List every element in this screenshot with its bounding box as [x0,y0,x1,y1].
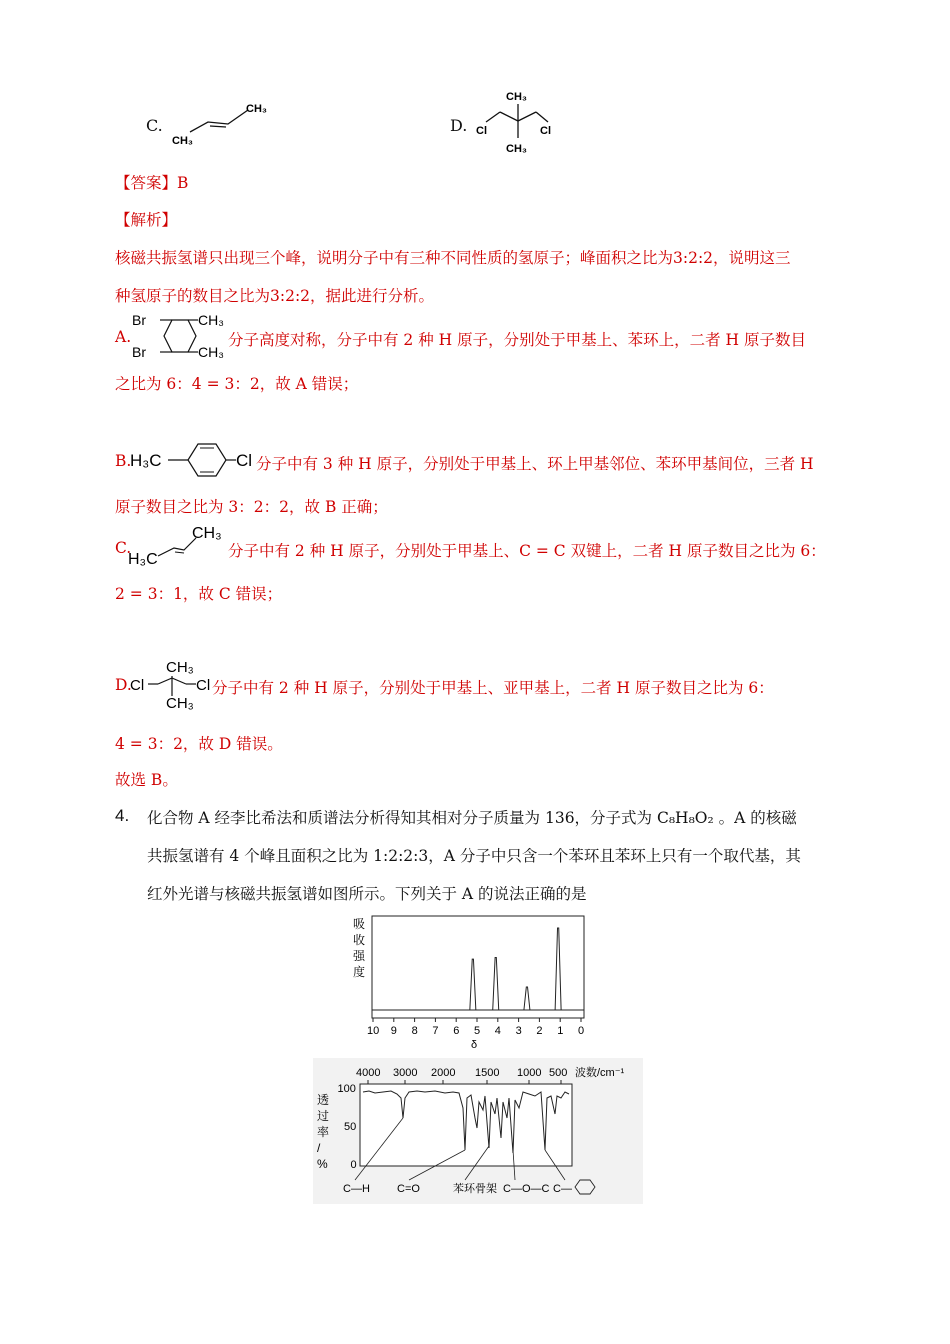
analysis-intro-1: 核磁共振氢谱只出现三个峰，说明分子中有三种不同性质的氢原子；峰面积之比为3:2:2，说明这三 [115,249,791,267]
nmr-tick-label: 5 [474,1025,481,1037]
nmr-ylabel-char: 强 [353,949,366,963]
ir-annotation-label: C—H [343,1183,370,1195]
ir-top-tick-label: 4000 [356,1067,381,1079]
option-c-structure [168,92,278,152]
analysis-d-text-1: 分子中有 2 种 H 原子，分别处于甲基上、亚甲基上，二者 H 原子数目之比为 6： [212,679,774,697]
nmr-peak [493,958,499,1010]
nmr-ylabel-char: 收 [353,933,366,947]
analysis-d-label: D. [115,676,132,694]
analysis-b-label: B. [115,452,132,470]
analysis-d-text-2: 4 = 3：2，故 D 错误。 [115,735,283,753]
ir-annotation-label: 苯环骨架 [453,1183,497,1195]
ir-top-unit: 波数/cm⁻¹ [575,1067,625,1079]
option-d-ch3-top: CH₃ [506,91,527,103]
nmr-tick-label: 0 [578,1025,585,1037]
answer-tag: 【答案】 [115,174,178,192]
question-4-number: 4. [115,806,130,825]
analysis-a-ch3-1: CH₃ [198,312,224,328]
nmr-tick-label: 1 [557,1025,564,1037]
nmr-tick-label: 9 [390,1025,397,1037]
ir-top-tick-label: 1000 [517,1067,542,1079]
ir-ylabel-char: / [317,1141,321,1155]
analysis-b-text-1: 分子中有 3 种 H 原子，分别处于甲基上、环上甲基邻位、苯环甲基间位，三者 H [256,455,814,473]
ir-top-tick-label: 3000 [393,1067,418,1079]
ir-ylabel-char: 过 [317,1109,330,1123]
nmr-peak [470,959,476,1010]
ir-annotation-label: C=O [397,1183,420,1195]
option-d-structure [470,86,570,160]
analysis-a-label: A. [115,328,132,346]
ir-annotation-label: C— [553,1183,572,1195]
analysis-b-structure [130,438,258,482]
nmr-peak [555,928,561,1010]
option-d-cl-left: Cl [476,125,487,137]
nmr-tick-label: 4 [494,1025,501,1037]
analysis-c-h3c: H₃C [128,551,158,568]
ir-ylabel [317,1093,329,1171]
nmr-tick-label: 10 [367,1025,380,1037]
nmr-ylabel [353,917,366,979]
option-c-ch3-bottom: CH₃ [172,135,193,147]
analysis-conclusion: 故选 B。 [115,771,178,789]
analysis-c-label: C. [115,539,132,557]
ir-top-tick-label: 500 [549,1067,568,1079]
nmr-ylabel-char: 吸 [353,917,366,931]
answer-value: B [177,174,189,192]
analysis-b-h3c: H₃C [130,451,162,470]
ir-ylabel-char: % [317,1157,328,1171]
ir-y-tick-label: 50 [344,1121,357,1133]
nmr-tick-label: 6 [453,1025,460,1037]
analysis-a-text-2: 之比为 6：4 = 3：2，故 A 错误； [115,375,359,393]
nmr-tick-label: 7 [432,1025,439,1037]
analysis-c-text-1: 分子中有 2 种 H 原子，分别处于甲基上、C = C 双键上，二者 H 原子数目之比为 6： [228,542,826,560]
answer-line [115,171,188,193]
option-d-ch3-bottom: CH₃ [506,143,527,155]
analysis-c-text-2: 2 = 3：1，故 C 错误； [115,585,283,603]
analysis-a-structure [130,310,230,362]
analysis-b-text-2: 原子数目之比为 3：2：2，故 B 正确； [115,498,388,516]
option-d-label: D. [450,116,468,135]
ir-ylabel-char: 率 [317,1125,330,1139]
nmr-frame [372,916,584,1018]
analysis-d-cl-left: Cl [130,677,145,694]
analysis-c-ch3: CH₃ [192,525,222,542]
nmr-tick-label: 3 [515,1025,522,1037]
question-4-line-3: 红外光谱与核磁共振氢谱如图所示。下列关于 A 的说法正确的是 [147,885,587,903]
option-c-ch3-top: CH₃ [246,103,267,115]
analysis-d-ch3-top: CH₃ [166,659,194,676]
ir-y-tick-label: 0 [350,1159,357,1171]
analysis-a-text-1: 分子高度对称，分子中有 2 种 H 原子，分别处于甲基上、苯环上，二者 H 原子数目 [228,331,806,349]
analysis-tag: 【解析】 [115,211,178,229]
analysis-c-structure [126,520,230,568]
question-4-line-1: 化合物 A 经李比希法和质谱法分析得知其相对分子质量为 136，分子式为 C₈H₈O₂ 。A 的核磁 [147,809,797,827]
nmr-tick-label: 8 [411,1025,418,1037]
ir-top-tick-label: 2000 [431,1067,456,1079]
nmr-spectrum [345,912,595,1052]
analysis-a-br1: Br [132,312,146,328]
analysis-a-br2: Br [132,344,146,360]
option-d-cl-right: Cl [540,125,551,137]
nmr-xlabel: δ [471,1039,478,1051]
ir-y-tick-label: 100 [337,1083,356,1095]
analysis-d-cl-right: Cl [196,677,211,694]
question-4-line-2: 共振氢谱有 4 个峰且面积之比为 1:2:2:3，A 分子中只含一个苯环且苯环上只有一个取代基，其 [147,847,801,865]
nmr-tick-label: 2 [536,1025,543,1037]
ir-top-tick-label: 1500 [475,1067,500,1079]
ir-ylabel-char: 透 [317,1093,330,1107]
nmr-peak [524,987,530,1010]
analysis-b-cl: Cl [236,451,253,470]
analysis-intro-2: 种氢原子的数目之比为3:2:2，据此进行分析。 [115,287,435,305]
analysis-d-ch3-bottom: CH₃ [166,695,194,710]
ir-annotation-label: C—O—C [503,1183,550,1195]
nmr-ylabel-char: 度 [353,965,366,979]
analysis-a-ch3-2: CH₃ [198,344,224,360]
option-c-label: C. [146,116,163,135]
ir-spectrum [313,1058,643,1204]
